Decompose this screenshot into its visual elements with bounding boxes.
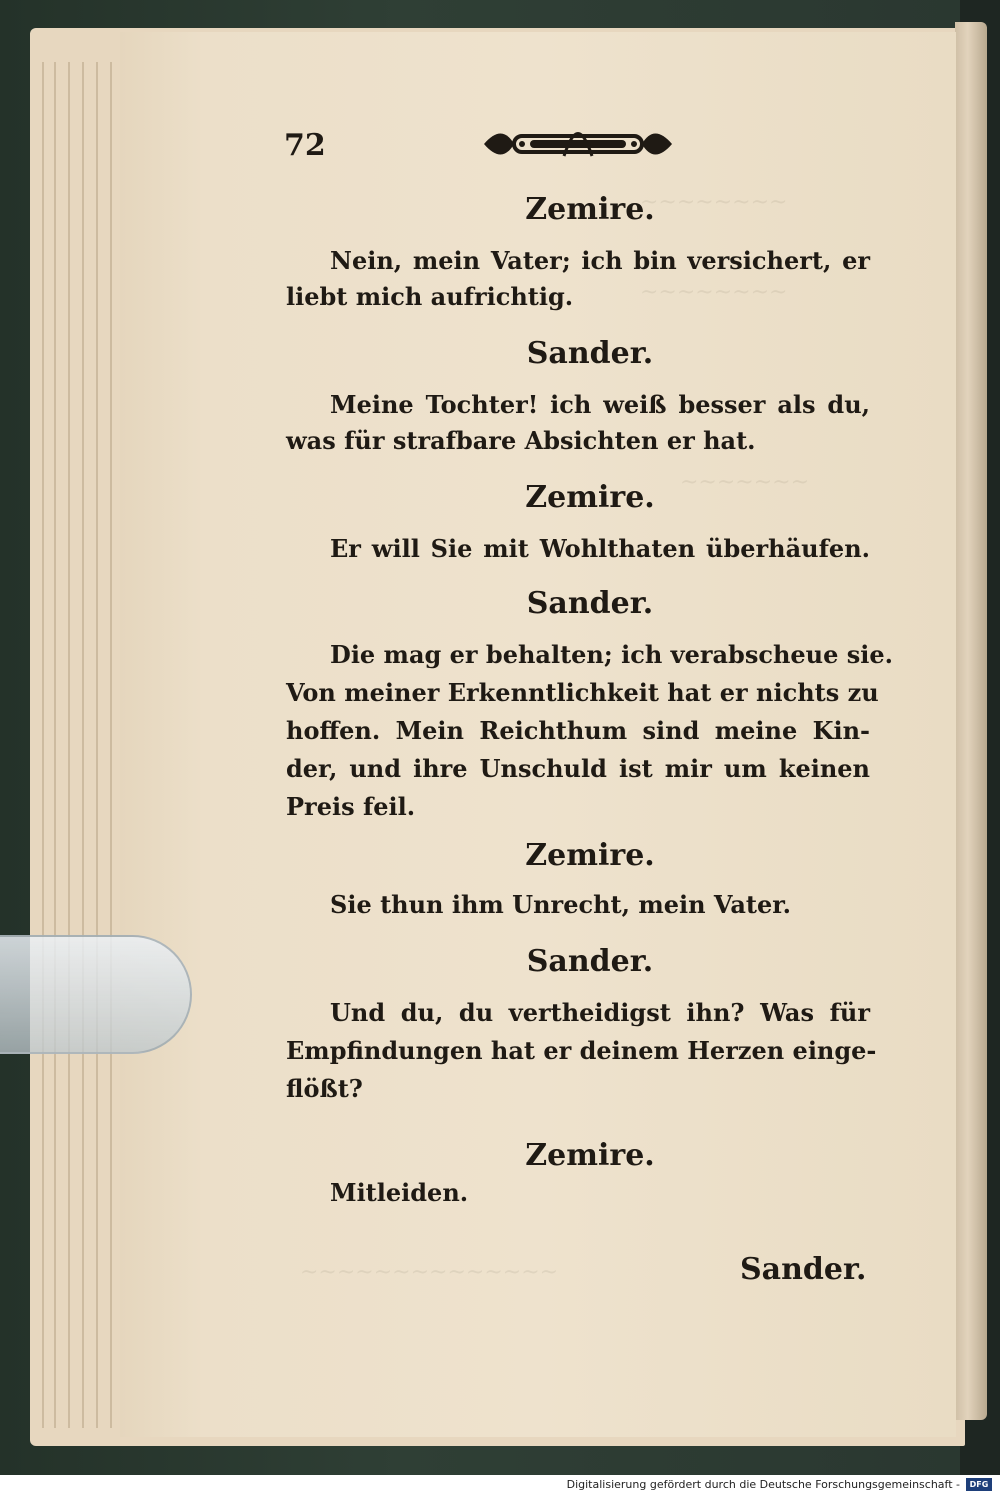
speaker-heading: Zemire. xyxy=(525,1138,655,1173)
footer-credit: Digitalisierung gefördert durch die Deutsche Forschungsgemeinschaft - xyxy=(566,1478,960,1491)
catchword: Sander. xyxy=(740,1252,867,1287)
facing-page-edge xyxy=(955,22,987,1420)
text-line: hoffen. Mein Reichthum sind meine Kin- xyxy=(286,716,870,745)
text-line: Die mag er behalten; ich verabscheue sie. xyxy=(330,640,893,669)
page-edge-line xyxy=(82,62,84,1428)
text-line: Empfindungen hat er deinem Herzen einge- xyxy=(286,1036,877,1065)
ornament-icon xyxy=(478,126,678,162)
page-edge-line xyxy=(68,62,70,1428)
text-line: Sie thun ihm Unrecht, mein Vater. xyxy=(330,890,792,919)
text-line: Preis feil. xyxy=(286,792,416,821)
page-holder-clip xyxy=(0,935,192,1054)
text-line: Er will Sie mit Wohlthaten überhäufen. xyxy=(330,534,870,563)
show-through: ~~~~~~~~ xyxy=(640,280,788,305)
speaker-heading: Zemire. xyxy=(525,192,655,227)
speaker-heading: Zemire. xyxy=(525,838,655,873)
text-line: der, und ihre Unschuld ist mir um keinen xyxy=(286,754,870,783)
page-number: 72 xyxy=(284,128,326,163)
text-line: Nein, mein Vater; ich bin versichert, er xyxy=(330,246,870,275)
text-line: flößt? xyxy=(286,1074,363,1103)
speaker-heading: Sander. xyxy=(526,944,654,979)
page-edge-line xyxy=(54,62,56,1428)
text-line: Mitleiden. xyxy=(330,1178,469,1207)
text-line: was für strafbare Absichten er hat. xyxy=(286,426,756,455)
show-through: ~~~~~~~~ xyxy=(640,190,788,215)
page-edge-line xyxy=(42,62,44,1428)
text-line: Von meiner Erkenntlichkeit hat er nichts zu xyxy=(286,678,879,707)
text-line: Meine Tochter! ich weiß besser als du, xyxy=(330,390,870,419)
show-through: ~~~~~~~ xyxy=(680,470,810,495)
text-line: Und du, du vertheidigst ihn? Was für xyxy=(330,998,870,1027)
speaker-heading: Sander. xyxy=(526,336,654,371)
text-line: liebt mich aufrichtig. xyxy=(286,282,574,311)
page-edge-line xyxy=(110,62,112,1428)
dfg-logo: DFG xyxy=(966,1478,992,1491)
speaker-heading: Sander. xyxy=(526,586,654,621)
page-edge-line xyxy=(96,62,98,1428)
speaker-heading: Zemire. xyxy=(525,480,655,515)
show-through: ~~~~~~~~~~~~~~ xyxy=(300,1260,559,1285)
